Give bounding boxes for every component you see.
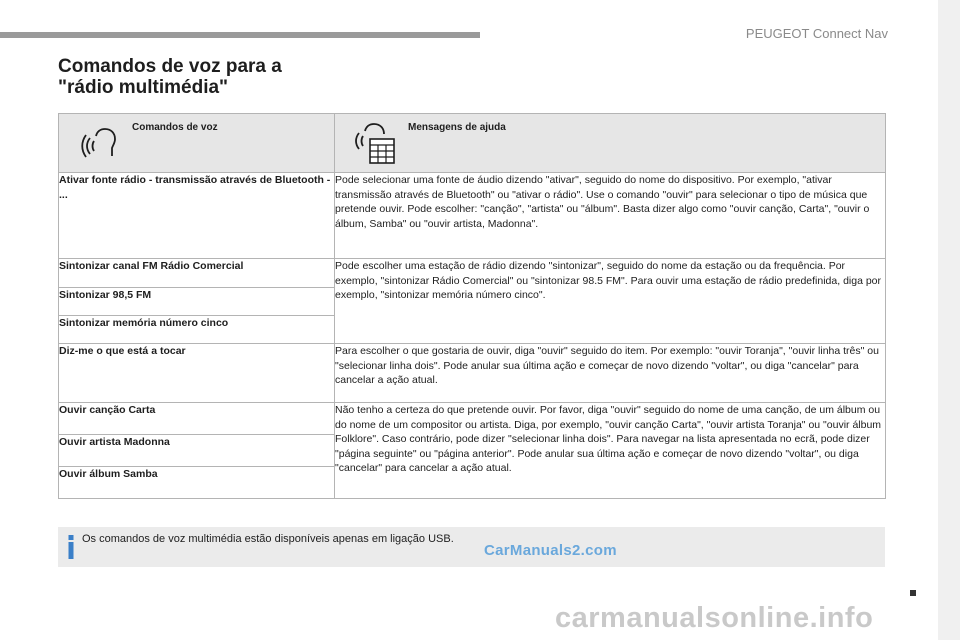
table-row [59, 259, 886, 288]
command-cell: Ouvir álbum Samba [59, 467, 335, 499]
info-box [58, 527, 885, 567]
help-cell: Pode selecionar uma fonte de áudio dizendo "ativar", seguido do nome do dispositivo. Por exemplo, "ativar transmissão através de Bluetooth" ou "ativar o rádio". Use o comando "ouvir" para selecionar o tipo de música que pretende ouvir. Pode escolher: "canção", "artista" ou "álbum". Basta dizer algo como "ouvir canção, Carta", "ouvir o álbum, Samba" ou "ouvir artista, Madonna". [335, 173, 886, 259]
col-header-help-label: Mensagens de ajuda [408, 122, 506, 133]
watermark-carmanualsonline: carmanualsonline.info [555, 602, 874, 634]
table-row [59, 403, 886, 435]
right-margin-strip [938, 0, 960, 640]
command-cell: Ouvir canção Carta [59, 403, 335, 435]
col-header-commands [59, 114, 335, 173]
voice-commands-table [58, 113, 886, 499]
top-rule [0, 32, 480, 38]
help-messages-icon [353, 122, 397, 166]
table-row [59, 344, 886, 403]
info-text: Os comandos de voz multimédia estão disponíveis apenas em ligação USB. [82, 533, 454, 545]
command-cell: Ativar fonte rádio - transmissão através de Bluetooth - ... [59, 173, 335, 259]
watermark-carmanuals2[interactable]: CarManuals2.com [484, 542, 617, 559]
command-cell: Sintonizar canal FM Rádio Comercial [59, 259, 335, 288]
col-header-commands-label: Comandos de voz [132, 122, 218, 133]
page-marker [910, 590, 916, 596]
command-cell: Sintonizar memória número cinco [59, 316, 335, 344]
help-cell: Para escolher o que gostaria de ouvir, diga "ouvir" seguido do item. Por exemplo: "ouvir Toranja", "ouvir linha três" ou "selecionar linha dois". Pode anular sua última ação e começar de novo dizendo "voltar", ou diga "cancelar" para cancelar a ação atual. [335, 344, 886, 403]
command-cell: Ouvir artista Madonna [59, 435, 335, 467]
info-icon [68, 535, 74, 559]
command-cell: Sintonizar 98,5 FM [59, 288, 335, 316]
page-title: Comandos de voz para a "rádio multimédia" [58, 56, 282, 98]
help-cell: Pode escolher uma estação de rádio dizendo "sintonizar", seguido do nome da estação ou da frequência. Por exemplo, "sintonizar Rádio Comercial" ou "sintonizar 98.5 FM". Para ouvir uma estação de rádio predefinida, diga por exemplo, "sintonizar memória número cinco". [335, 259, 886, 344]
table-row [59, 173, 886, 259]
voice-command-icon [81, 126, 121, 164]
command-cell: Diz-me o que está a tocar [59, 344, 335, 403]
header-brand: PEUGEOT Connect Nav [745, 26, 888, 41]
help-cell: Não tenho a certeza do que pretende ouvir. Por favor, diga "ouvir" seguido do nome de uma canção, de um álbum ou do nome de um compositor ou artista. Diga, por exemplo, "ouvir canção Carta", "ouvir artista Toranja" ou "ouvir álbum Folklore". Caso contrário, pode dizer "selecionar linha dois". Para navegar na lista apresentada no ecrã, pode dizer "página seguinte" ou "página anterior". Pode anular sua última ação e começar de novo dizendo "voltar", ou diga "cancelar" para cancelar a ação atual. [335, 403, 886, 499]
col-header-help [335, 114, 886, 173]
